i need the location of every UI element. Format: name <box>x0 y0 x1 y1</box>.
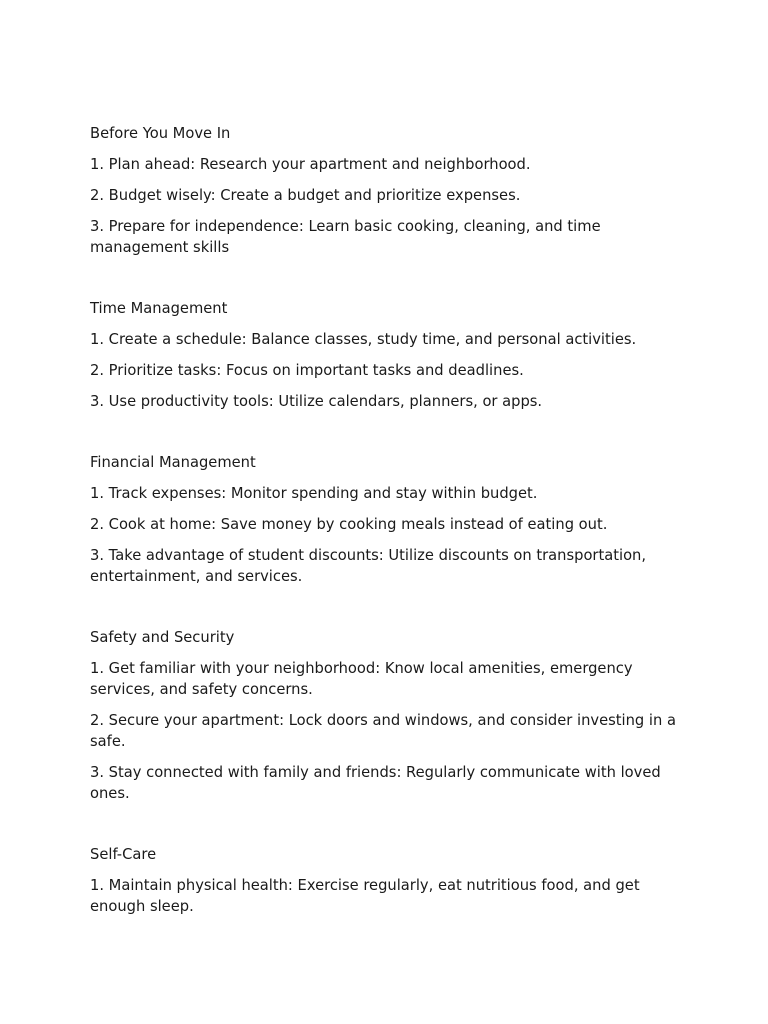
list-item: 2. Budget wisely: Create a budget and prioritize expenses. <box>90 187 521 204</box>
section-financial-management <box>90 452 690 587</box>
list-item: 3. Use productivity tools: Utilize calendars, planners, or apps. <box>90 393 543 410</box>
list-item: 1. Plan ahead: Research your apartment and neighborhood. <box>90 156 531 173</box>
document-page <box>90 123 690 957</box>
list-item: 3. Stay connected with family and friends: Regularly communicate with loved ones. <box>90 764 661 802</box>
list-item: 2. Cook at home: Save money by cooking meals instead of eating out. <box>90 516 608 533</box>
list-item: 2. Secure your apartment: Lock doors and windows, and consider investing in a safe. <box>90 712 676 750</box>
list-item: 1. Get familiar with your neighborhood: Know local amenities, emergency services, and safety concerns. <box>90 660 633 698</box>
section-heading: Safety and Security <box>90 629 235 646</box>
list-item: 3. Prepare for independence: Learn basic cooking, cleaning, and time management skills <box>90 218 601 256</box>
section-heading: Before You Move In <box>90 125 231 142</box>
section-safety-and-security <box>90 627 690 804</box>
section-time-management <box>90 298 690 412</box>
section-heading: Financial Management <box>90 454 256 471</box>
list-item: 1. Create a schedule: Balance classes, study time, and personal activities. <box>90 331 637 348</box>
list-item: 2. Prioritize tasks: Focus on important tasks and deadlines. <box>90 362 524 379</box>
list-item: 1. Track expenses: Monitor spending and stay within budget. <box>90 485 538 502</box>
section-self-care <box>90 844 690 917</box>
list-item: 3. Take advantage of student discounts: Utilize discounts on transportation, entertainment, and services. <box>90 547 647 585</box>
section-heading: Time Management <box>90 300 228 317</box>
list-item: 1. Maintain physical health: Exercise regularly, eat nutritious food, and get enough sleep. <box>90 877 640 915</box>
section-before-you-move-in <box>90 123 690 258</box>
section-heading: Self-Care <box>90 846 157 863</box>
